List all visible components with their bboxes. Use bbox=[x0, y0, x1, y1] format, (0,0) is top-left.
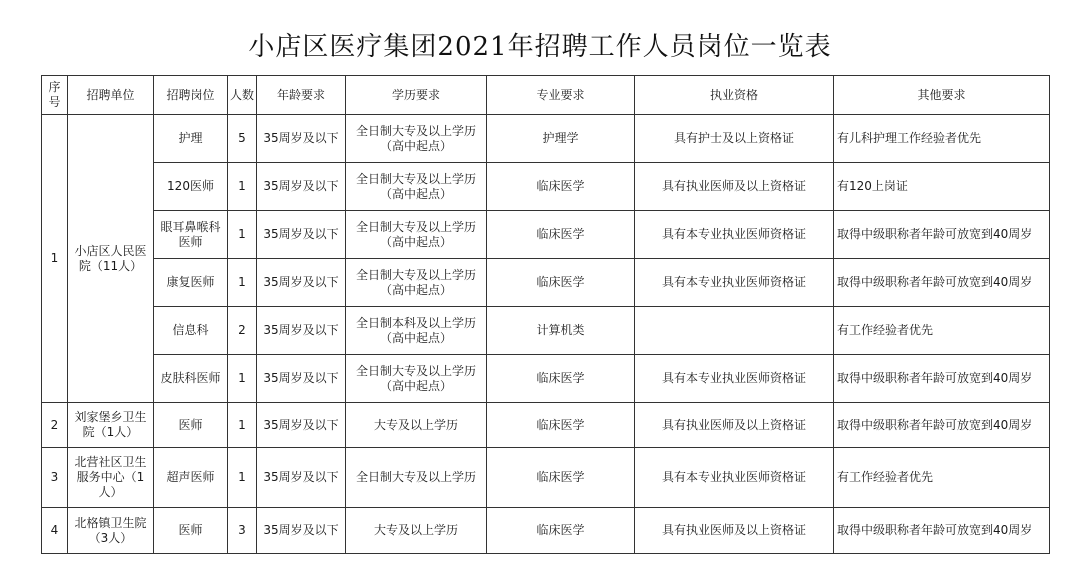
cell-position: 超声医师 bbox=[154, 448, 228, 508]
cell-education: 全日制本科及以上学历 （高中起点） bbox=[346, 307, 487, 355]
cell-license bbox=[635, 307, 834, 355]
cell-count: 5 bbox=[228, 115, 257, 163]
cell-count: 1 bbox=[228, 211, 257, 259]
cell-age: 35周岁及以下 bbox=[257, 355, 346, 403]
cell-major: 护理学 bbox=[487, 115, 635, 163]
table-row bbox=[42, 403, 1050, 448]
cell-other: 有儿科护理工作经验者优先 bbox=[834, 115, 1050, 163]
table-row bbox=[42, 115, 1050, 163]
cell-age: 35周岁及以下 bbox=[257, 163, 346, 211]
cell-license: 具有本专业执业医师资格证 bbox=[635, 259, 834, 307]
cell-count: 1 bbox=[228, 403, 257, 448]
table-row bbox=[42, 508, 1050, 554]
cell-age: 35周岁及以下 bbox=[257, 448, 346, 508]
cell-major: 临床医学 bbox=[487, 508, 635, 554]
cell-education: 全日制大专及以上学历 bbox=[346, 448, 487, 508]
cell-major: 临床医学 bbox=[487, 403, 635, 448]
cell-major: 临床医学 bbox=[487, 448, 635, 508]
cell-major: 临床医学 bbox=[487, 211, 635, 259]
cell-count: 3 bbox=[228, 508, 257, 554]
cell-other: 取得中级职称者年龄可放宽到40周岁 bbox=[834, 259, 1050, 307]
cell-count: 1 bbox=[228, 259, 257, 307]
table-row bbox=[42, 163, 1050, 211]
cell-age: 35周岁及以下 bbox=[257, 307, 346, 355]
cell-education: 全日制大专及以上学历 （高中起点） bbox=[346, 355, 487, 403]
cell-license: 具有执业医师及以上资格证 bbox=[635, 508, 834, 554]
cell-other: 有120上岗证 bbox=[834, 163, 1050, 211]
cell-count: 1 bbox=[228, 163, 257, 211]
cell-other: 有工作经验者优先 bbox=[834, 448, 1050, 508]
cell-position: 信息科 bbox=[154, 307, 228, 355]
header-row bbox=[42, 76, 1050, 115]
cell-count: 1 bbox=[228, 448, 257, 508]
cell-unit: 北营社区卫生服务中心（1人） bbox=[68, 448, 154, 508]
header-major: 专业要求 bbox=[487, 76, 635, 115]
cell-seq: 2 bbox=[42, 403, 68, 448]
header-education: 学历要求 bbox=[346, 76, 487, 115]
cell-license: 具有本专业执业医师资格证 bbox=[635, 211, 834, 259]
cell-position: 皮肤科医师 bbox=[154, 355, 228, 403]
cell-position: 120医师 bbox=[154, 163, 228, 211]
cell-major: 计算机类 bbox=[487, 307, 635, 355]
cell-license: 具有本专业执业医师资格证 bbox=[635, 448, 834, 508]
header-position: 招聘岗位 bbox=[154, 76, 228, 115]
cell-seq: 4 bbox=[42, 508, 68, 554]
header-seq: 序号 bbox=[42, 76, 68, 115]
cell-license: 具有护士及以上资格证 bbox=[635, 115, 834, 163]
cell-unit: 小店区人民医院（11人） bbox=[68, 115, 154, 403]
cell-major: 临床医学 bbox=[487, 163, 635, 211]
positions-table bbox=[41, 75, 1050, 554]
table-row bbox=[42, 211, 1050, 259]
cell-seq: 3 bbox=[42, 448, 68, 508]
cell-education: 大专及以上学历 bbox=[346, 403, 487, 448]
cell-education: 全日制大专及以上学历 （高中起点） bbox=[346, 211, 487, 259]
cell-unit: 北格镇卫生院（3人） bbox=[68, 508, 154, 554]
cell-position: 康复医师 bbox=[154, 259, 228, 307]
cell-license: 具有执业医师及以上资格证 bbox=[635, 163, 834, 211]
cell-age: 35周岁及以下 bbox=[257, 508, 346, 554]
header-age: 年龄要求 bbox=[257, 76, 346, 115]
cell-major: 临床医学 bbox=[487, 259, 635, 307]
header-other: 其他要求 bbox=[834, 76, 1050, 115]
cell-age: 35周岁及以下 bbox=[257, 403, 346, 448]
cell-education: 全日制大专及以上学历 （高中起点） bbox=[346, 163, 487, 211]
cell-license: 具有本专业执业医师资格证 bbox=[635, 355, 834, 403]
table-row bbox=[42, 259, 1050, 307]
cell-position: 医师 bbox=[154, 403, 228, 448]
header-unit: 招聘单位 bbox=[68, 76, 154, 115]
cell-count: 2 bbox=[228, 307, 257, 355]
cell-other: 取得中级职称者年龄可放宽到40周岁 bbox=[834, 508, 1050, 554]
header-license: 执业资格 bbox=[635, 76, 834, 115]
cell-seq: 1 bbox=[42, 115, 68, 403]
cell-other: 有工作经验者优先 bbox=[834, 307, 1050, 355]
cell-education: 大专及以上学历 bbox=[346, 508, 487, 554]
cell-education: 全日制大专及以上学历 （高中起点） bbox=[346, 115, 487, 163]
cell-position: 眼耳鼻喉科医师 bbox=[154, 211, 228, 259]
cell-other: 取得中级职称者年龄可放宽到40周岁 bbox=[834, 355, 1050, 403]
header-count: 人数 bbox=[228, 76, 257, 115]
cell-education: 全日制大专及以上学历 （高中起点） bbox=[346, 259, 487, 307]
cell-age: 35周岁及以下 bbox=[257, 115, 346, 163]
cell-position: 医师 bbox=[154, 508, 228, 554]
cell-other: 取得中级职称者年龄可放宽到40周岁 bbox=[834, 403, 1050, 448]
table-row bbox=[42, 355, 1050, 403]
cell-count: 1 bbox=[228, 355, 257, 403]
cell-major: 临床医学 bbox=[487, 355, 635, 403]
cell-position: 护理 bbox=[154, 115, 228, 163]
cell-unit: 刘家堡乡卫生院（1人） bbox=[68, 403, 154, 448]
cell-license: 具有执业医师及以上资格证 bbox=[635, 403, 834, 448]
page-title: 小店区医疗集团2021年招聘工作人员岗位一览表 bbox=[248, 32, 832, 62]
table-row bbox=[42, 448, 1050, 508]
cell-other: 取得中级职称者年龄可放宽到40周岁 bbox=[834, 211, 1050, 259]
cell-age: 35周岁及以下 bbox=[257, 259, 346, 307]
table-row bbox=[42, 307, 1050, 355]
cell-age: 35周岁及以下 bbox=[257, 211, 346, 259]
